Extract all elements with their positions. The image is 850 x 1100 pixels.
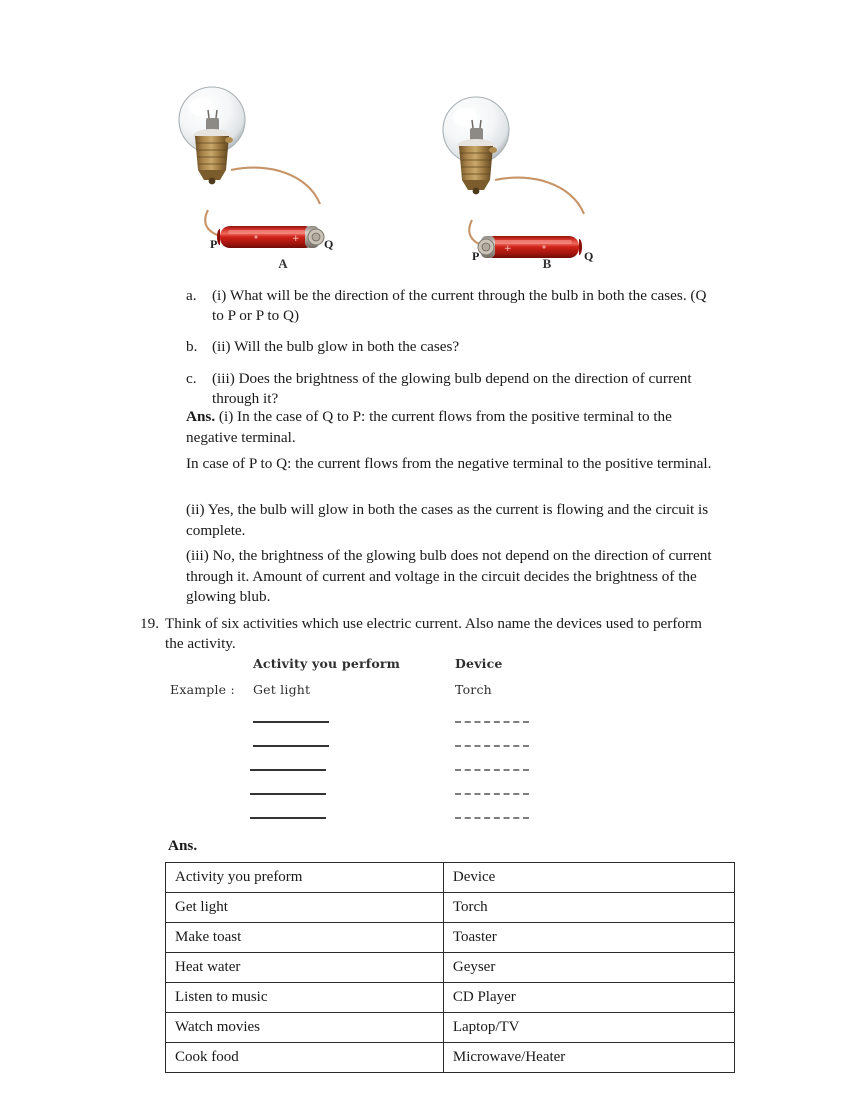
- worksheet-activity-block: [0, 656, 850, 826]
- question-19-number: 19.: [140, 615, 159, 632]
- worksheet-blank-device-line[interactable]: [455, 721, 529, 723]
- wire-top: [495, 178, 584, 214]
- question-19-text: Think of six activities which use electric current. Also name the devices used to perform the activity.: [165, 615, 702, 653]
- bulb-side-contact: [489, 147, 497, 153]
- worksheet-blank-activity-line[interactable]: [253, 745, 329, 747]
- table-row: [166, 953, 735, 983]
- circuit-a-illustration: [168, 78, 398, 278]
- sub-question-a-text: (i) What will be the direction of the current through the bulb in both the cases. (Q to P or P to Q): [212, 287, 707, 325]
- table-cell-device: Geyser: [443, 953, 734, 983]
- table-cell-device: CD Player: [443, 983, 734, 1013]
- sub-question-b-marker: b.: [186, 338, 198, 356]
- worksheet-blank-device-line[interactable]: [455, 817, 529, 819]
- sub-question-a-marker: a.: [186, 287, 197, 304]
- table-row: [166, 983, 735, 1013]
- terminal-label-p: P: [210, 237, 218, 251]
- table-cell-activity: Make toast: [166, 923, 444, 953]
- table-row: [166, 893, 735, 923]
- circuit-diagram-b: [432, 88, 662, 288]
- worksheet-blank-device-line[interactable]: [455, 769, 529, 771]
- worksheet-blank-row: [0, 710, 850, 734]
- table-header-device: Device: [443, 863, 734, 893]
- question-19: [140, 614, 710, 654]
- worksheet-blank-row: [0, 734, 850, 758]
- figure-caption-b: B: [542, 256, 552, 271]
- bulb-screw-base: [459, 146, 493, 180]
- answer-18-paragraph-2: In case of P to Q: the current flows from the negative terminal to the positive terminal.: [186, 455, 712, 472]
- worksheet-blank-activity-line[interactable]: [253, 721, 329, 723]
- worksheet-blank-row: [0, 782, 850, 806]
- answer-19-table-body: [166, 863, 735, 1073]
- sub-question-c: [186, 369, 716, 409]
- answer-18-paragraph-1: [186, 407, 726, 448]
- terminal-label-p: P: [472, 249, 480, 263]
- svg-text:+: +: [292, 234, 300, 244]
- answer-18-text-1: (i) In the case of Q to P: the current flows from the positive terminal to the negative terminal.: [186, 408, 672, 446]
- worksheet-example-label: Example :: [170, 682, 235, 697]
- svg-text:+: +: [504, 244, 512, 254]
- answer-18-label: Ans.: [186, 408, 216, 425]
- bulb-contact: [209, 178, 216, 185]
- sub-question-a: [186, 286, 716, 326]
- worksheet-blank-activity-line[interactable]: [250, 817, 326, 819]
- sub-question-b-text: (ii) Will the bulb glow in both the cases?: [212, 338, 460, 356]
- worksheet-example-activity: Get light: [253, 682, 311, 697]
- bulb-glass-highlight: [453, 108, 477, 126]
- sub-question-c-text: (iii) Does the brightness of the glowing bulb depend on the direction of current through it?: [212, 369, 692, 407]
- table-cell-activity: Watch movies: [166, 1013, 444, 1043]
- worksheet-header-activity: Activity you perform: [253, 656, 401, 671]
- worksheet-blank-activity-line[interactable]: [250, 769, 326, 771]
- sub-question-list: [186, 286, 716, 420]
- sub-question-b: [186, 337, 716, 357]
- wire-top: [231, 168, 320, 204]
- terminal-label-q: Q: [324, 237, 334, 251]
- table-cell-activity: Cook food: [166, 1043, 444, 1073]
- table-cell-device: Microwave/Heater: [443, 1043, 734, 1073]
- battery-cell-a: [217, 226, 324, 248]
- table-cell-device: Laptop/TV: [443, 1013, 734, 1043]
- answer-18-paragraph-3: (ii) Yes, the bulb will glow in both the cases as the current is flowing and the circuit is complete.: [186, 501, 709, 539]
- worksheet-blank-row: [0, 758, 850, 782]
- worksheet-header-device: Device: [455, 656, 503, 671]
- terminal-label-q: Q: [584, 249, 594, 263]
- table-row: [166, 1043, 735, 1073]
- table-cell-activity: Heat water: [166, 953, 444, 983]
- table-row: [166, 1013, 735, 1043]
- table-row: [166, 923, 735, 953]
- bulb-glass-highlight: [189, 98, 213, 116]
- circuit-diagram-a: [168, 78, 398, 278]
- circuit-figure-group: [0, 78, 850, 278]
- sub-question-c-marker: c.: [186, 369, 197, 387]
- bulb-side-contact: [225, 137, 233, 143]
- table-cell-device: Torch: [443, 893, 734, 923]
- worksheet-blank-device-line[interactable]: [455, 793, 529, 795]
- worksheet-example-device: Torch: [455, 682, 492, 697]
- answer-19-table: [165, 862, 735, 1073]
- table-header-activity: Activity you preform: [166, 863, 444, 893]
- bulb-screw-base: [195, 136, 229, 170]
- worksheet-blank-activity-line[interactable]: [250, 793, 326, 795]
- table-cell-activity: Listen to music: [166, 983, 444, 1013]
- table-header-row: [166, 863, 735, 893]
- worksheet-blank-rows: [0, 710, 850, 830]
- battery-cell-b: [478, 236, 582, 258]
- bulb-contact: [473, 188, 480, 195]
- worksheet-blank-row: [0, 806, 850, 830]
- answer-18-paragraph-4: (iii) No, the brightness of the glowing bulb does not depend on the direction of current through it. Amount of current and voltage in the circuit decides the brightness of the glowing blub.: [186, 547, 712, 606]
- figure-caption-a: A: [278, 256, 288, 271]
- table-cell-activity: Get light: [166, 893, 444, 923]
- answer-19-label: Ans.: [168, 837, 198, 854]
- table-cell-device: Toaster: [443, 923, 734, 953]
- worksheet-blank-device-line[interactable]: [455, 745, 529, 747]
